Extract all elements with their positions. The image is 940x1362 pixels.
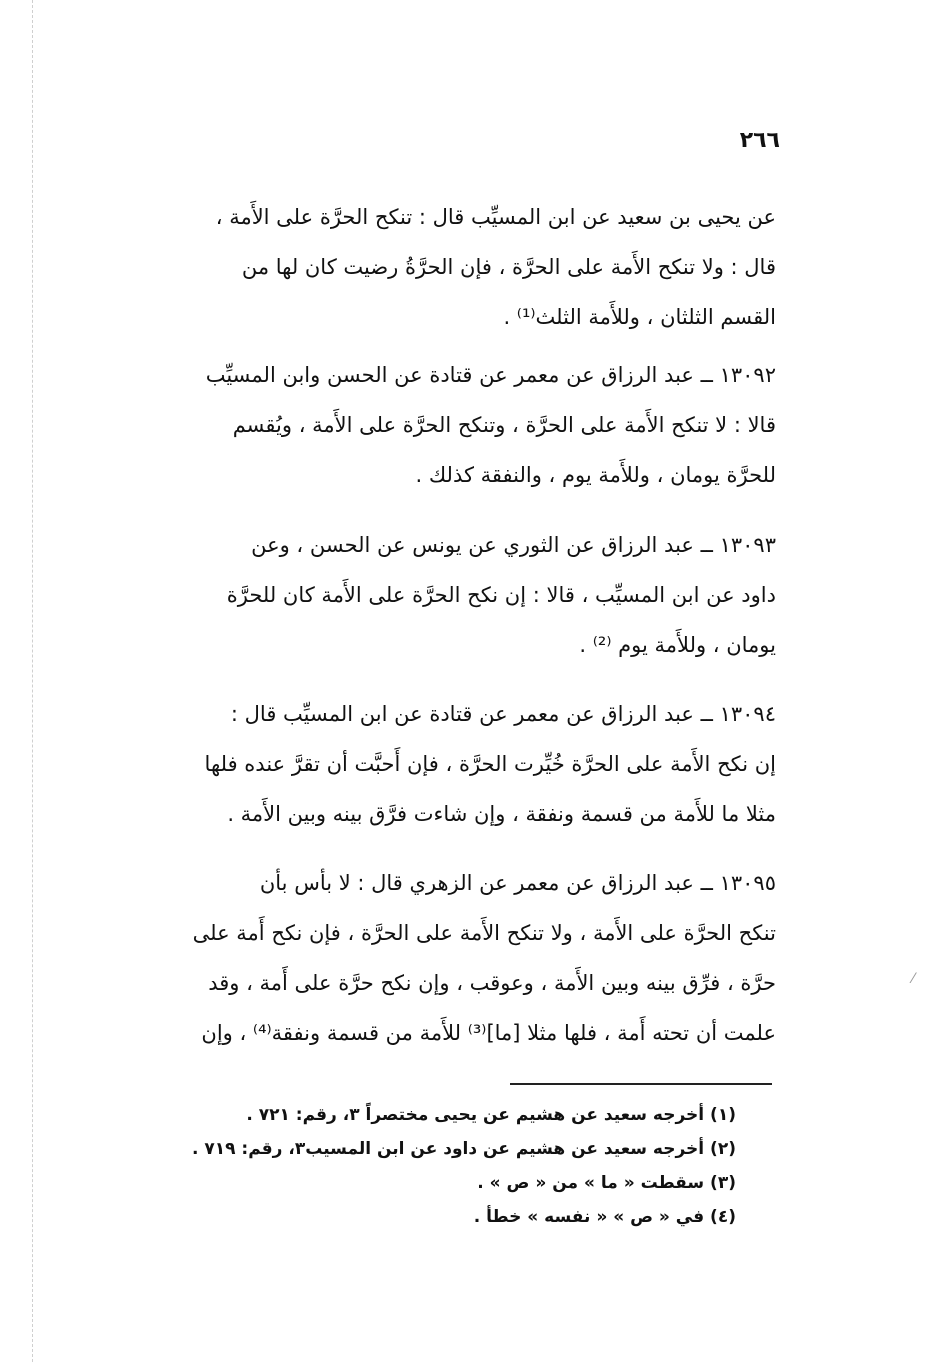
- footnote-2: (٢) أخرجه سعيد عن هشيم عن داود عن ابن المسيب٣، رقم: ٧١٩ .: [191, 1139, 736, 1159]
- text-line: للحرَّة يومان ، وللأَمة يوم ، والنفقة كذلك .: [415, 463, 776, 487]
- text-line: قال : ولا تنكح الأَمة على الحرَّة ، فإن الحرَّةُ رضيت كان لها من: [241, 255, 776, 279]
- paragraph-13094: [108, 689, 776, 839]
- footnote-3: (٣) سقطت « ما » من « ص » .: [477, 1173, 736, 1193]
- text-line: داود عن ابن المسيِّب ، قالا : إن نكح الحرَّة على الأَمة كان للحرَّة: [226, 583, 776, 607]
- scan-artifact-mark: ⁄: [912, 971, 915, 987]
- paragraph-13092: [108, 350, 776, 500]
- scan-margin-line: [32, 0, 33, 1362]
- footnote-4: (٤) في « ص » « نفسه » خطأ .: [473, 1207, 736, 1227]
- footnote-1: (١) أخرجه سعيد عن هشيم عن يحيى مختصراً ٣، رقم: ٧٢١ .: [246, 1105, 736, 1125]
- text-line: ١٣٠٩٣ ــ عبد الرزاق عن الثوري عن يونس عن الحسن ، وعن: [251, 533, 776, 557]
- text-line: ١٣٠٩٢ ــ عبد الرزاق عن معمر عن قتادة عن الحسن وابن المسيِّب: [205, 363, 776, 387]
- footnote-separator: [510, 1083, 772, 1085]
- text-line: قالا : لا تنكح الأَمة على الحرَّة ، وتنكح الحرَّة على الأَمة ، ويُقسم: [232, 413, 776, 437]
- text-line: ١٣٠٩٤ ــ عبد الرزاق عن معمر عن قتادة عن ابن المسيِّب قال :: [230, 702, 776, 726]
- text-line: يومان ، وللأَمة يوم ⁽²⁾ .: [579, 633, 776, 657]
- paragraph-1: [108, 192, 776, 342]
- text-line: حرَّة ، فرِّق بينه وبين الأَمة ، وعوقب ، وإن نكح حرَّة على أَمة ، وقد: [208, 971, 776, 995]
- page-number: ٢٦٦: [739, 128, 780, 153]
- text-line: مثلا ما للأَمة من قسمة ونفقة ، وإن شاءت فرَّق بينه وبين الأَمة .: [227, 802, 776, 826]
- text-line: القسم الثلثان ، وللأَمة الثلث⁽¹⁾ .: [503, 305, 776, 329]
- text-line: عن يحيى بن سعيد عن ابن المسيِّب قال : تنكح الحرَّة على الأَمة ،: [215, 205, 776, 229]
- footnotes: [180, 1098, 736, 1234]
- paragraph-13095: [108, 858, 776, 1058]
- text-line: تنكح الحرَّة على الأَمة ، ولا تنكح الأَمة على الحرَّة ، فإن نكح أَمة على: [192, 921, 776, 945]
- text-line: إن نكح الأَمة على الحرَّة خُيِّرت الحرَّة ، فإن أَحبَّت أن تقرَّ عنده فلها: [204, 752, 776, 776]
- paragraph-13093: [108, 520, 776, 670]
- text-line: علمت أن تحته أَمة ، فلها مثلا [ما]⁽³⁾ للأَمة من قسمة ونفقة⁽⁴⁾ ، وإن: [201, 1021, 776, 1045]
- text-line: ١٣٠٩٥ ــ عبد الرزاق عن معمر عن الزهري قال : لا بأس بأن: [259, 871, 776, 895]
